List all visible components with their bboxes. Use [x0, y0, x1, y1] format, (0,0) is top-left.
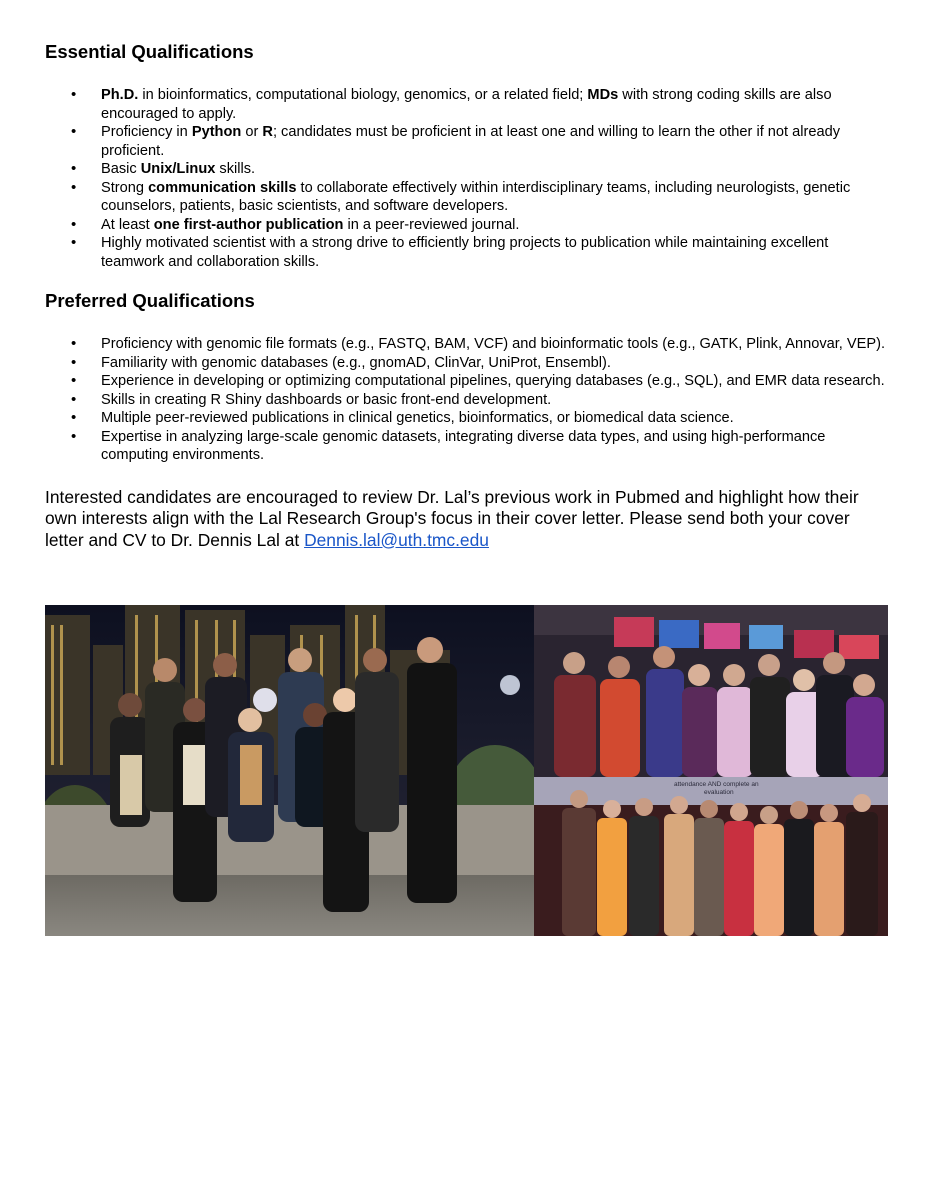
screen-caption-line1: attendance AND complete an	[674, 781, 759, 788]
qualification-text: Familiarity with genomic databases (e.g., gnomAD, ClinVar, UniProt, Ensembl).	[101, 354, 611, 371]
arcade-group-photo	[534, 605, 888, 777]
qualification-text: ; candidates must be proficient in at least one and willing to learn the other if not already proficient.	[101, 124, 841, 159]
document-page	[45, 40, 890, 568]
qualification-text: Multiple peer-reviewed publications in clinical genetics, bioinformatics, or biomedical data science.	[101, 410, 734, 426]
qualification-text: Highly motivated scientist with a strong drive to efficiently bring projects to publication while maintaining excellent teamwork and collaboration skills.	[101, 235, 829, 270]
qualification-emphasis: Unix/Linux	[140, 161, 216, 177]
qualification-item	[45, 428, 890, 465]
qualification-text: or	[241, 124, 263, 140]
qualification-text: in bioinformatics, computational biology, genomics, or a related field;	[138, 87, 588, 103]
rooftop-group-photo	[45, 605, 534, 936]
qualification-item	[45, 160, 890, 179]
qualification-emphasis: Python	[191, 124, 242, 140]
application-instructions-text: Interested candidates are encouraged to review Dr. Lal’s previous work in Pubmed and highlight how their own interests align with the Lal Research Group's focus in their cover letter. Please send both your cover letter and CV to Dr. Dennis Lal at	[45, 486, 859, 550]
essential-qualifications-heading: Essential Qualifications	[45, 41, 254, 62]
qualification-text: Proficiency in	[101, 124, 192, 140]
qualification-emphasis: communication skills	[148, 179, 297, 196]
qualification-text: with strong coding skills are also encouraged to apply.	[101, 87, 832, 122]
team-photo-collage	[45, 605, 888, 936]
qualification-item	[45, 335, 890, 354]
qualification-text: Proficiency with genomic file formats (e.g., FASTQ, BAM, VCF) and bioinformatic tools (e.g., GATK, Plink, Annovar, VEP).	[101, 336, 886, 352]
qualification-text: Skills in creating R Shiny dashboards or basic front-end development.	[101, 391, 552, 408]
screen-caption-line2: evaluation	[704, 789, 734, 796]
preferred-qualifications-heading: Preferred Qualifications	[45, 290, 255, 311]
qualification-text: Basic	[101, 161, 141, 177]
qualification-item	[45, 354, 890, 373]
contact-email-link[interactable]: Dennis.lal@uth.tmc.edu	[304, 529, 489, 550]
qualification-emphasis: one first-author publication	[153, 216, 344, 233]
qualification-text: At least	[101, 216, 154, 233]
qualification-emphasis: R	[262, 124, 273, 140]
conference-group-photo	[534, 777, 888, 936]
qualification-text: Expertise in analyzing large-scale genomic datasets, integrating diverse data types, and using high-performance computing environments.	[101, 428, 826, 463]
essential-qualifications-list	[45, 86, 890, 271]
qualification-item	[45, 372, 890, 391]
qualification-text: in a peer-reviewed journal.	[343, 216, 520, 233]
qualification-item	[45, 216, 890, 235]
qualification-item	[45, 234, 890, 271]
application-instructions	[45, 487, 890, 552]
qualification-text: Strong	[101, 179, 149, 196]
qualification-item	[45, 409, 890, 428]
preferred-qualifications-list	[45, 335, 890, 465]
qualification-emphasis: Ph.D.	[101, 87, 139, 103]
qualification-text: Experience in developing or optimizing computational pipelines, querying databases (e.g., SQL), and EMR data research.	[101, 373, 885, 389]
qualification-item	[45, 391, 890, 410]
qualification-text: skills.	[215, 161, 256, 177]
qualification-item	[45, 86, 890, 123]
qualification-item	[45, 123, 890, 160]
qualification-text: to collaborate effectively within interdisciplinary teams, including neurologists, genetic counselors, patients, basic scientists, and software developers.	[101, 179, 851, 214]
qualification-emphasis: MDs	[587, 87, 619, 103]
qualification-item	[45, 179, 890, 216]
